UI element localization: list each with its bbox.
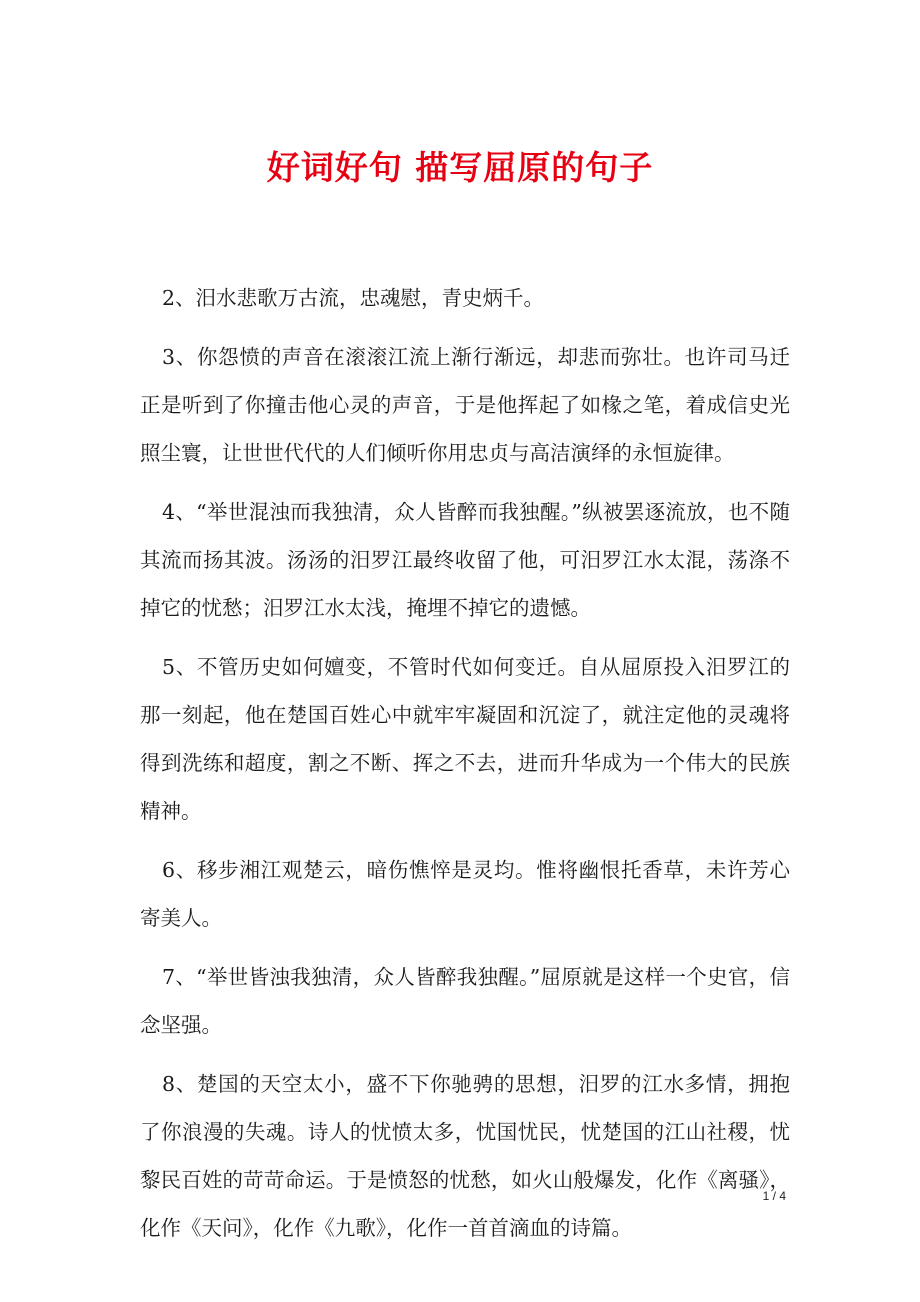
page-title: 好词好句 描写屈原的句子 xyxy=(266,148,654,187)
paragraph-5: 5、不管历史如何嬗变，不管时代如何变迁。自从屈原投入汨罗江的那一刻起，他在楚国百姓心中就牢牢凝固和沉淀了，就注定他的灵魂将得到洗练和超度，割之不断、挥之不去，进而升华成为一个伟大的民族精神。 xyxy=(140,655,790,823)
paragraph-3: 3、你怨愤的声音在滚滚江流上渐行渐远，却悲而弥壮。也许司马迁正是听到了你撞击他心灵的声音，于是他挥起了如椽之笔，着成信史光照尘寰，让世世代代的人们倾听你用忠贞与高洁演绎的永恒旋律。 xyxy=(140,345,790,465)
paragraph-2: 2、汨水悲歌万古流，忠魂慰，青史炳千。 xyxy=(162,286,545,310)
document-body xyxy=(140,274,790,1263)
paragraph-4: 4、“举世混浊而我独清，众人皆醉而我独醒。”纵被罢逐流放，也不随其流而扬其波。汤汤的汨罗江最终收留了他，可汨罗江水太混，荡涤不掉它的忧愁；汨罗江水太浅，掩埋不掉它的遗憾。 xyxy=(140,500,790,620)
page-number: 1 / 4 xyxy=(762,1189,786,1203)
paragraph-7: 7、“举世皆浊我独清，众人皆醉我独醒。”屈原就是这样一个史官，信念坚强。 xyxy=(140,965,790,1037)
paragraph-8: 8、楚国的天空太小，盛不下你驰骋的思想，汨罗的江水多情，拥抱了你浪漫的失魂。诗人的忧愤太多，忧国忧民，忧楚国的江山社稷，忧黎民百姓的苛苛命运。于是愤怒的忧愁，如火山般爆发，化作《离骚》，化作《天问》，化作《九歌》，化作一首首滴血的诗篇。 xyxy=(140,1072,790,1240)
paragraph-6: 6、移步湘江观楚云，暗伤憔悴是灵均。惟将幽恨托香草，未许芳心寄美人。 xyxy=(140,858,790,930)
